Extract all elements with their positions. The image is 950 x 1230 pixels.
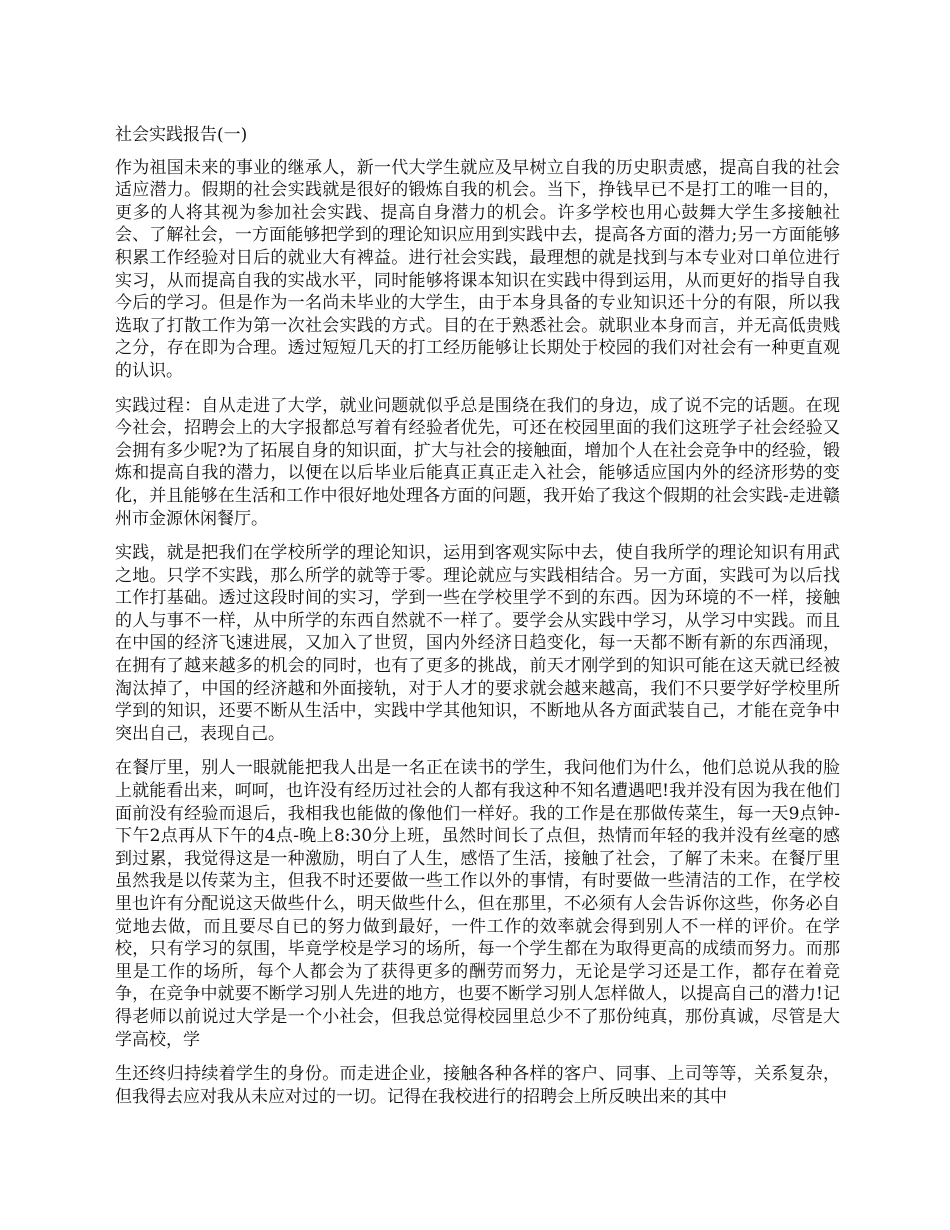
paragraph-practice-process: 实践过程：自从走进了大学，就业问题就似乎总是围绕在我们的身边，成了说不完的话题。在现今社会，招聘会上的大字报都总写着有经验者优先，可还在校园里面的我们这班学子社会经验又会拥有多少呢?为了拓展自身的知识面，扩大与社会的接触面，增加个人在社会竞争中的经验，锻炼和提高自我的潜力，以便在以后毕业后能真正真正走入社会，能够适应国内外的经济形势的变化，并且能够在生活和工作中很好地处理各方面的问题，我开始了我这个假期的社会实践-走进赣州市金源休闲餐厅。	[115, 395, 840, 529]
paragraph-theory-practice: 实践，就是把我们在学校所学的理论知识，运用到客观实际中去，使自我所学的理论知识有用武之地。只学不实践，那么所学的就等于零。理论就应与实践相结合。另一方面，实践可为以后找工作打基础。透过这段时间的实习，学到一些在学校里学不到的东西。因为环境的不一样，接触的人与事不一样，从中所学的东西自然就不一样了。要学会从实践中学习，从学习中实践。而且在中国的经济飞速进展，又加入了世贸，国内外经济日趋变化，每一天都不断有新的东西涌现，在拥有了越来越多的机会的同时，也有了更多的挑战，前天才刚学到的知识可能在这天就已经被淘汰掉了，中国的经济越和外面接轨，对于人才的要求就会越来越高，我们不只要学好学校里所学到的知识，还要不断从生活中，实践中学其他知识，不断地从各方面武装自己，才能在竞争中突出自己，表现自己。	[115, 543, 840, 744]
paragraph-restaurant-experience: 在餐厅里，别人一眼就能把我人出是一名正在读书的学生，我问他们为什么，他们总说从我的脸上就能看出来，呵呵，也许没有经历过社会的人都有我这种不知名遭遇吧!我并没有因为我在他们面前没有经验而退后，我相我也能做的像他们一样好。我的工作是在那做传菜生，每一天9点钟-下午2点再从下午的4点-晚上8:30分上班，虽然时间长了点但，热情而年轻的我并没有丝毫的感到过累，我觉得这是一种激励，明白了人生，感悟了生活，接触了社会，了解了未来。在餐厅里虽然我是以传菜为主，但我不时还要做一些工作以外的事情，有时要做一些清洁的工作，在学校里也许有分配说这天做些什么，明天做些什么，但在那里，不必须有人会告诉你这些，你务必自觉地去做，而且要尽自已的努力做到最好，一件工作的效率就会得到别人不一样的评价。在学校，只有学习的氛围，毕竟学校是学习的场所，每一个学生都在为取得更高的成绩而努力。而那里是工作的场所，每个人都会为了获得更多的酬劳而努力，无论是学习还是工作，都存在着竞争，在竞争中就要不断学习别人先进的地方，也要不断学习别人怎样做人，以提高自己的潜力!记得老师以前说过大学是一个小社会，但我总觉得校园里总少不了那份纯真，那份真诚，尽管是大学高校，学	[115, 758, 840, 1050]
document-title: 社会实践报告(一)	[115, 125, 248, 145]
paragraph-intro: 作为祖国未来的事业的继承人，新一代大学生就应及早树立自我的历史职责感，提高自我的社会适应潜力。假期的社会实践就是很好的锻炼自我的机会。当下，挣钱早已不是打工的唯一目的，更多的人将其视为参加社会实践、提高自身潜力的机会。许多学校也用心鼓舞大学生多接触社会、了解社会，一方面能够把学到的理论知识应用到实践中去，提高各方面的潜力;另一方面能够积累工作经验对日后的就业大有裨益。进行社会实践，最理想的就是找到与本专业对口单位进行实习，从而提高自我的实战水平，同时能够将课本知识在实践中得到运用，从而更好的指导自我今后的学习。但是作为一名尚未毕业的大学生，由于本身具备的专业知识还十分的有限，所以我选取了打散工作为第一次社会实践的方式。目的在于熟悉社会。就职业本身而言，并无高低贵贱之分，存在即为合理。透过短短几天的打工经历能够让长期处于校园的我们对社会有一种更直观的认识。	[115, 157, 840, 381]
paragraph-enterprise: 生还终归持续着学生的身份。而走进企业，接触各种各样的客户、同事、上司等等，关系复杂，但我得去应对我从未应对过的一切。记得在我校进行的招聘会上所反映出来的其中	[115, 1064, 840, 1107]
document-page	[115, 124, 840, 1120]
